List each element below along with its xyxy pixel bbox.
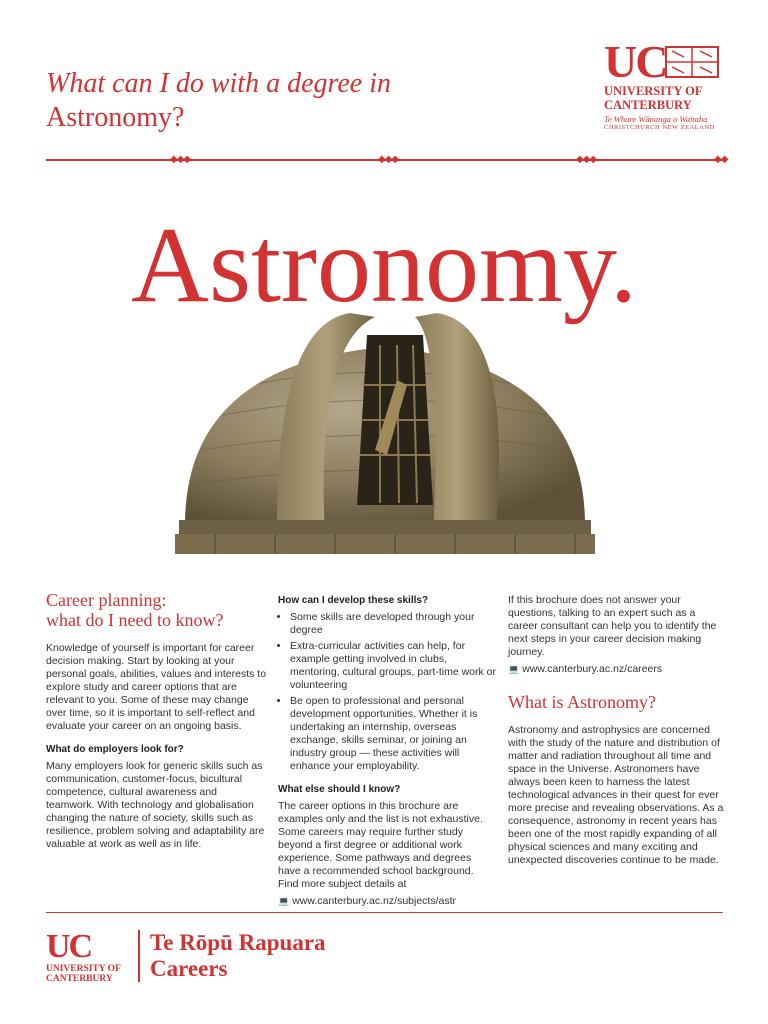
footer-logo-university-line2: CANTERBURY [46,974,113,984]
crest-icon [664,45,720,79]
what-is-astronomy-heading: What is Astronomy? [508,692,656,712]
footer-rule [46,912,723,913]
rule-ornament: ◆◆◆ [378,154,399,165]
header-question: What can I do with a degree in [46,68,392,99]
rule-ornament: ◆◆ [714,154,728,165]
logo-uc-text: UC [604,36,667,87]
footer-logo-university-line1: UNIVERSITY OF [46,964,121,974]
careers-link[interactable] [508,663,724,676]
subjects-link-text: www.canterbury.ac.nz/subjects/astr [292,895,457,907]
careers-line: Careers [150,956,228,981]
rule-ornament: ◆◆◆ [576,154,597,165]
careers-link-text: www.canterbury.ac.nz/careers [522,663,663,675]
skills-list [278,611,496,773]
footer-divider [138,930,140,982]
list-item: • Be open to professional and personal development opportunities. Whether it is undertaking an internship, overseas exchange, skills seminar, or joining an industry group — these activities will enhance your employability. [290,695,496,773]
skills-column [278,594,496,908]
career-planning-text: Knowledge of yourself is important for career decision making. Start by looking at your personal goals, abilities, values and interests to explore study and career options that are relevant to you. Some of these may change over time, so it is important to self-reflect and evaluate your career on an ongoing basis. [46,642,267,732]
what-else-heading: What else should I know? [278,784,401,795]
footer-logo-uc-text: UC [46,928,92,965]
heading-line: Career planning: [46,590,167,610]
hero-title: Astronomy. [131,206,637,325]
subjects-link[interactable] [278,895,496,908]
careers-line: Te Rōpū Rapuara [150,930,326,955]
astronomy-column [508,594,724,871]
logo-university-line2: CANTERBURY [604,98,692,112]
careers-service-name [150,930,326,982]
laptop-icon: 💻 [278,896,290,906]
what-is-astronomy-text: Astronomy and astrophysics are concerned with the study of the nature and distribution of matter and radiation throughout all time and space in the Universe. Astronomers have always been keen to harness the latest technological advances in their quest for ever more precise and revealing observations. As a consequence, astronomy in recent years has been one of the most rapidly expanding of all physical sciences and many exciting and unexpected discoveries continue to be made. [508,724,724,866]
heading-line: what do I need to know? [46,610,224,630]
develop-skills-heading: How can I develop these skills? [278,595,429,606]
uc-logo[interactable] [604,36,724,132]
list-item: • Extra-curricular activities can help, for example getting involved in clubs, mentoring, cultural groups, part-time work or volunteering [290,640,496,692]
employers-text: Many employers look for generic skills such as communication, customer-focus, bicultural competence, cultural awareness and teamwork. With technology and globalisation changing the nature of society, skills such as resilience, problem solving and adaptability are valuable at work as well as in life. [46,760,265,850]
header-subject: Astronomy? [46,102,185,133]
career-planning-heading [46,590,268,630]
laptop-icon: 💻 [508,664,520,674]
employers-heading: What do employers look for? [46,744,184,755]
list-item: • Some skills are developed through your degree [290,611,496,637]
footer-uc-logo[interactable] [46,930,136,984]
help-text: If this brochure does not answer your questions, talking to an expert such as a career consultant can help you to identify the next steps in your career decision making journey. [508,594,717,658]
logo-maori-name: Te Whare Wānanga o Waitaha [604,114,708,124]
logo-city: CHRISTCHURCH NEW ZEALAND [604,124,715,131]
career-planning-column [46,590,268,855]
what-else-text: The career options in this brochure are examples only and the list is not exhaustive. Some careers may require further study beyond a first degree or additional work experience. Some pathways and degrees have a recommended school background. Find more subject details at [278,800,483,890]
rule-ornament: ◆◆◆ [170,154,191,165]
logo-university-line1: UNIVERSITY OF [604,84,703,98]
observatory-dome-image [175,305,595,560]
